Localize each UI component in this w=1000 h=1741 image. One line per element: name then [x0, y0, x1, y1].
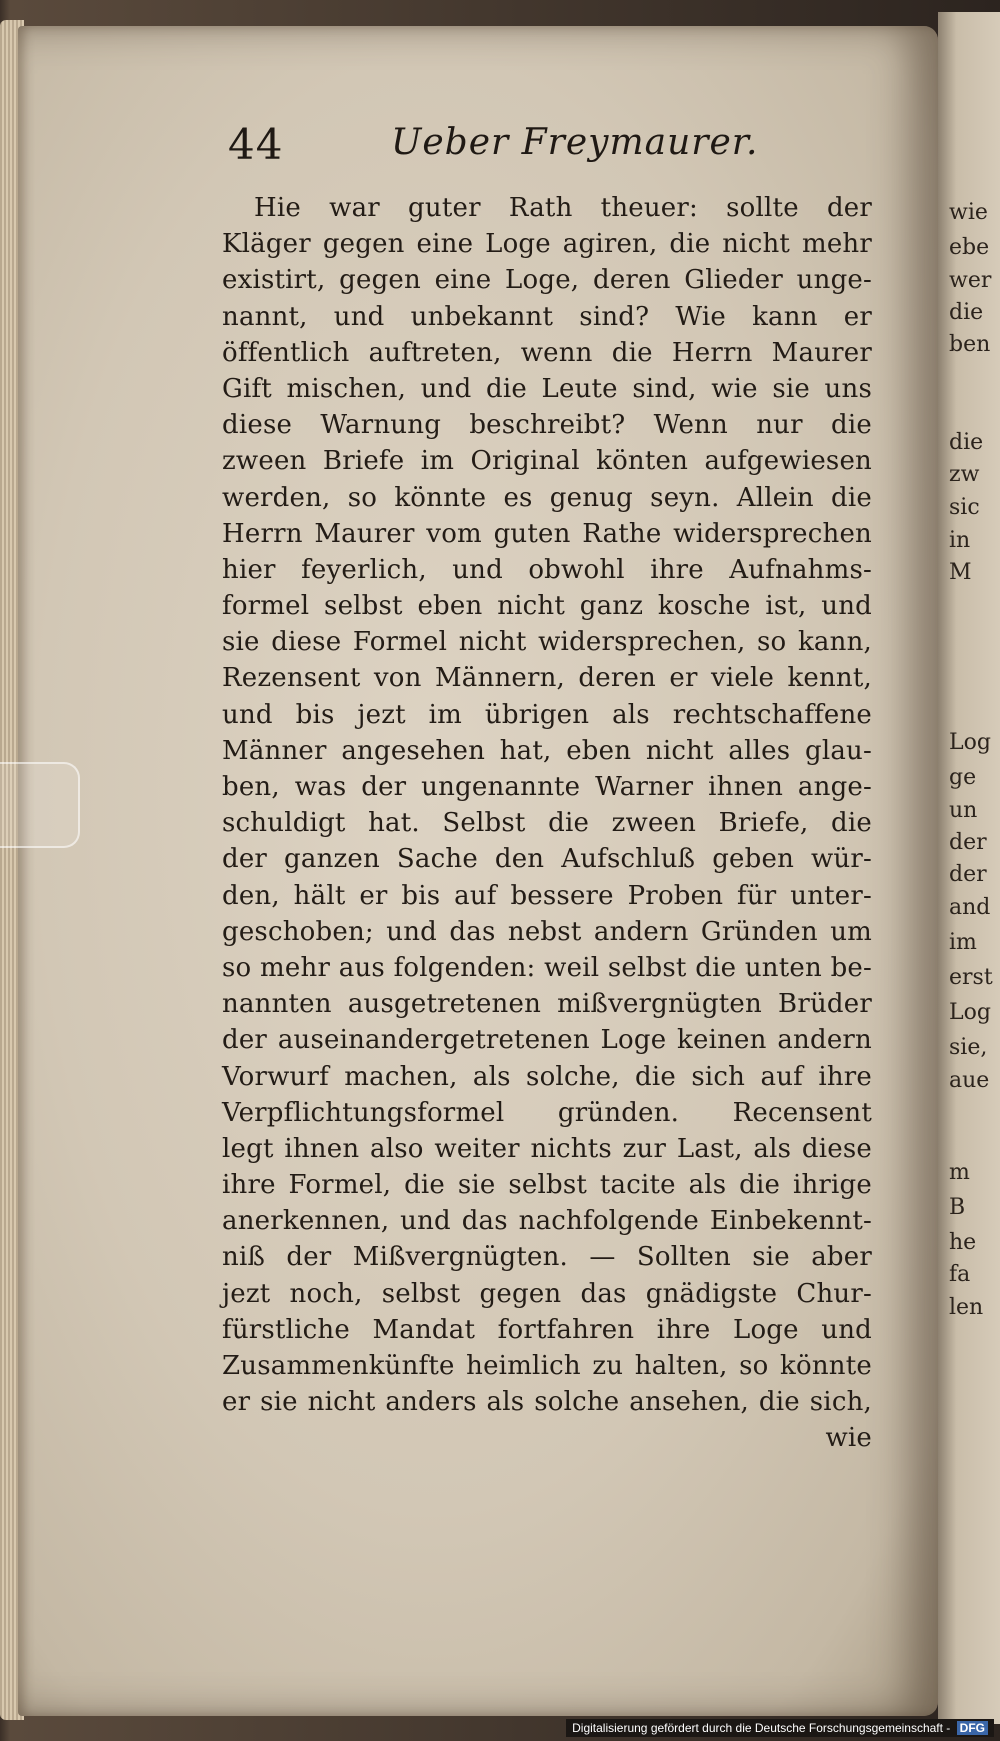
facing-fragment: wie: [949, 200, 988, 225]
facing-fragment: M: [949, 560, 972, 585]
facing-fragment: he: [949, 1230, 977, 1255]
text-line: der ganzen Sache den Aufschluß geben wür-: [222, 844, 872, 875]
text-line: zween Briefe im Original könten aufgewiesen: [222, 446, 872, 477]
facing-fragment: in: [949, 528, 971, 553]
text-line: Zusammenkünfte heimlich zu halten, so könnte: [222, 1351, 872, 1381]
facing-fragment: ebe: [949, 235, 990, 260]
text-line: Verpflichtungsformel gründen. Recensent: [222, 1097, 872, 1128]
text-line: der auseinandergetretenen Loge keinen andern: [222, 1025, 872, 1056]
text-line: hier feyerlich, und obwohl ihre Aufnahms-: [222, 554, 872, 585]
facing-fragment: erst: [949, 965, 993, 990]
body-text: [222, 190, 872, 1457]
text-line: den, hält er bis auf bessere Proben für unter-: [222, 880, 872, 911]
page-number: 44: [228, 120, 284, 169]
text-line: Männer angesehen hat, eben nicht alles glau-: [222, 735, 872, 766]
facing-fragment: wer: [949, 268, 992, 293]
text-line: so mehr aus folgenden: weil selbst die unten be-: [222, 952, 872, 983]
text-line: diese Warnung beschreibt? Wenn nur die: [222, 410, 872, 441]
facing-fragment: len: [949, 1295, 984, 1320]
running-head: [228, 120, 828, 170]
text-line: er sie nicht anders als solche ansehen, die sich,: [222, 1387, 872, 1418]
text-line: werden, so könnte es genug seyn. Allein die: [222, 482, 872, 513]
facing-fragment: im: [949, 930, 977, 955]
facing-fragment: die: [949, 300, 984, 325]
text-line: Rezensent von Männern, deren er viele kennt,: [222, 663, 872, 694]
text-line: jezt noch, selbst gegen das gnädigste Chur-: [222, 1278, 872, 1309]
text-line: sie diese Formel nicht widersprechen, so kann,: [222, 627, 872, 658]
catchword: wie: [825, 1423, 872, 1454]
facing-fragment: Log: [949, 730, 991, 755]
facing-fragment: zw: [949, 462, 980, 487]
page-tab-marker: [0, 762, 80, 848]
text-line: legt ihnen also weiter nichts zur Last, als diese: [222, 1133, 872, 1164]
text-line: formel selbst eben nicht ganz kosche ist, und: [222, 591, 872, 622]
text-line: geschoben; und das nebst andern Gründen um: [222, 916, 872, 947]
facing-page-fragments: [945, 0, 1000, 1741]
text-line: schuldigt hat. Selbst die zween Briefe, die: [222, 808, 872, 839]
text-line: nannten ausgetretenen mißvergnügten Brüder: [222, 989, 872, 1020]
text-line: Kläger gegen eine Loge agiren, die nicht mehr: [222, 229, 872, 260]
running-title: Ueber Freymaurer.: [391, 122, 759, 163]
facing-fragment: ben: [949, 332, 991, 357]
facing-fragment: sic: [949, 495, 980, 520]
facing-fragment: der: [949, 862, 987, 887]
text-line: ihre Formel, die sie selbst tacite als die ihrige: [222, 1170, 872, 1201]
facing-fragment: m: [949, 1160, 970, 1185]
facing-fragment: ge: [949, 765, 977, 790]
facing-fragment: Log: [949, 1000, 991, 1025]
facing-fragment: B: [949, 1195, 966, 1220]
text-line: Vorwurf machen, als solche, die sich auf ihre: [222, 1061, 872, 1092]
text-line: anerkennen, und das nachfolgende Einbekennt-: [222, 1206, 872, 1237]
text-line: und bis jezt im übrigen als rechtschaffene: [222, 699, 872, 730]
text-line: Herrn Maurer vom guten Rathe widersprechen: [222, 518, 872, 549]
text-line: fürstliche Mandat fortfahren ihre Loge und: [222, 1314, 872, 1345]
facing-fragment: die: [949, 430, 984, 455]
footer-text: Digitalisierung gefördert durch die Deutsche Forschungsgemeinschaft -: [572, 1721, 951, 1735]
text-line: existirt, gegen eine Loge, deren Glieder unge-: [222, 265, 872, 296]
dfg-logo: DFG: [957, 1721, 988, 1735]
text-line: ben, was der ungenannte Warner ihnen ange-: [222, 772, 872, 802]
text-line: niß der Mißvergnügten. — Sollten sie aber: [222, 1242, 872, 1273]
text-line: Gift mischen, und die Leute sind, wie sie uns: [222, 373, 872, 404]
facing-fragment: fa: [949, 1262, 971, 1287]
digitization-footer: [566, 1719, 994, 1737]
facing-fragment: un: [949, 798, 978, 823]
facing-fragment: aue: [949, 1068, 990, 1093]
facing-fragment: sie,: [949, 1035, 988, 1060]
facing-fragment: and: [949, 895, 991, 920]
facing-fragment: der: [949, 830, 987, 855]
text-line: Hie war guter Rath theuer: sollte der: [254, 193, 872, 223]
text-line: nannt, und unbekannt sind? Wie kann er: [222, 301, 872, 332]
text-line: öffentlich auftreten, wenn die Herrn Maurer: [222, 337, 872, 368]
